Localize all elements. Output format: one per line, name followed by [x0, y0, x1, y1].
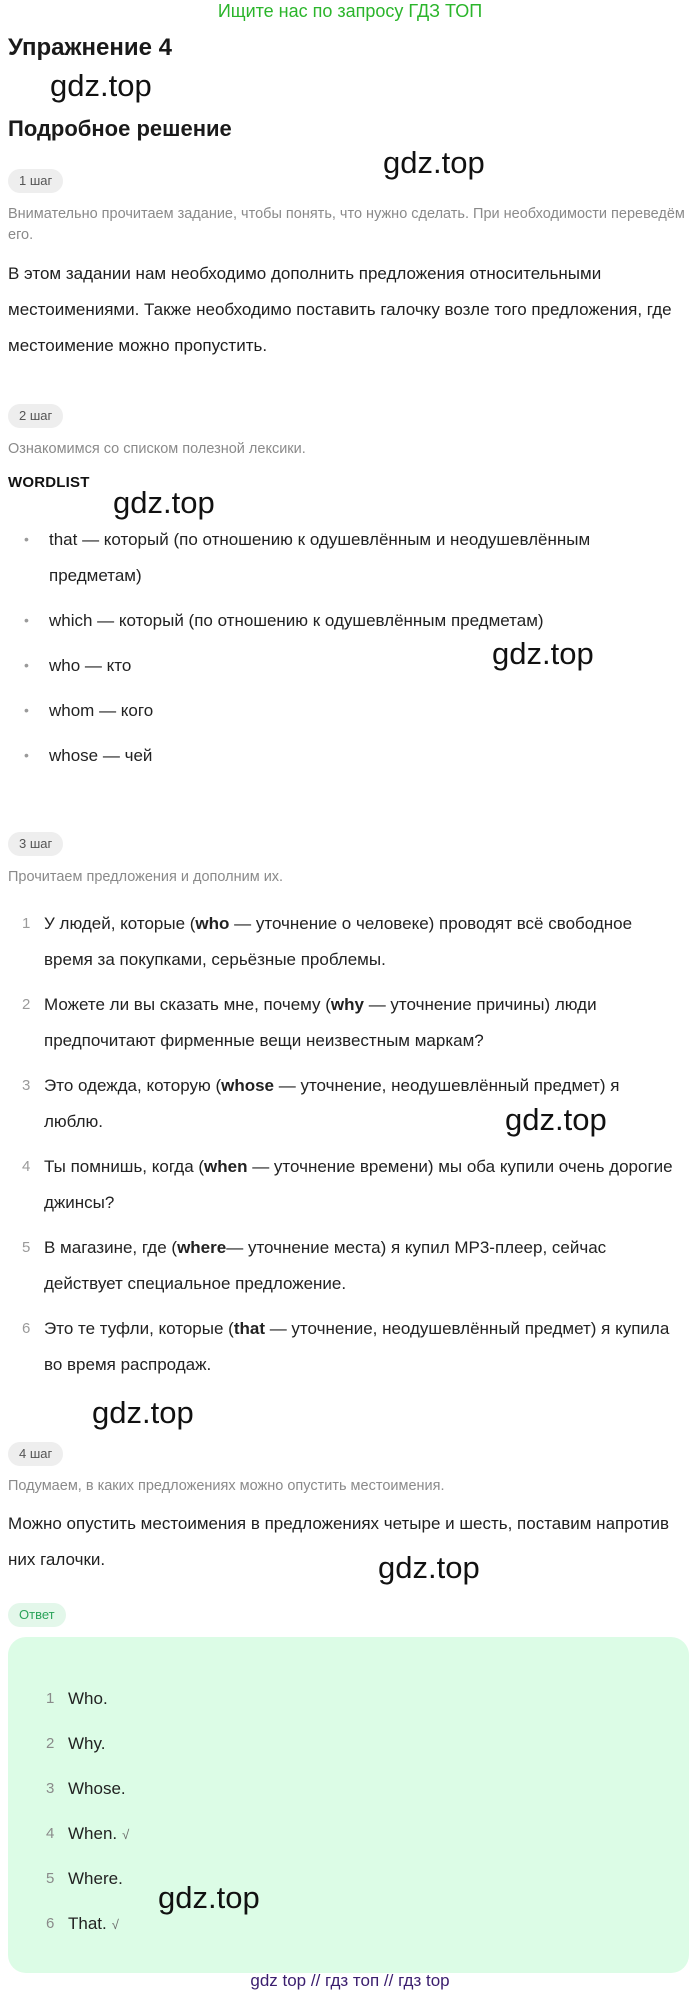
item-number: 2	[46, 1735, 55, 1752]
list-item	[22, 906, 682, 978]
answer-text: That.	[68, 1914, 107, 1933]
step-hint: Ознакомимся со списком полезной лексики.	[8, 441, 306, 457]
answer-badge: Ответ	[8, 1603, 66, 1627]
check-icon: √	[122, 1827, 130, 1842]
footer-separator: //	[310, 1971, 321, 1990]
bullet-icon: •	[24, 702, 29, 718]
check-icon: √	[111, 1917, 119, 1932]
step-hint: Подумаем, в каких предложениях можно опустить местоимения.	[8, 1478, 445, 1494]
sentence-text: Можете ли вы сказать мне, почему (	[44, 995, 331, 1014]
step-hint: Прочитаем предложения и дополним их.	[8, 869, 284, 885]
list-item	[22, 522, 682, 594]
item-number: 1	[46, 1690, 55, 1707]
item-number: 6	[46, 1915, 55, 1932]
list-item-text: who — кто	[49, 656, 132, 675]
list-item	[22, 693, 682, 729]
footer	[0, 1971, 700, 1991]
sentence-text: Это те туфли, которые (	[44, 1319, 234, 1338]
solution-title: Подробное решение	[8, 116, 232, 141]
footer-separator: //	[383, 1971, 394, 1990]
top-banner: Ищите нас по запросу ГДЗ ТОП	[217, 1, 483, 21]
step-text: В этом задании нам необходимо дополнить предложения относительными местоимениями. Также необходимо поставить галочку возле того предложения, где местоимение можно пропустить.	[8, 264, 672, 355]
watermark: gdz.top	[50, 68, 152, 103]
bullet-icon: •	[24, 531, 29, 547]
answer-word: that	[233, 1319, 265, 1338]
answer-text: When.	[68, 1824, 118, 1843]
answer-item	[46, 1822, 131, 1867]
step-hint: Внимательно прочитаем задание, чтобы понять, что нужно сделать. При необходимости переведём его.	[8, 206, 685, 243]
answer-word: when	[204, 1157, 248, 1176]
list-item	[22, 603, 682, 639]
sentence-text: — уточнение причины) люди предпочитают фирменные вещи неизвестным маркам?	[44, 995, 597, 1050]
watermark: gdz.top	[383, 145, 485, 180]
answer-word: where	[177, 1238, 227, 1257]
watermark: gdz.top	[113, 485, 215, 520]
answer-text: Why.	[68, 1734, 106, 1753]
answer-item	[46, 1912, 131, 1957]
bullet-icon: •	[24, 612, 29, 628]
item-number: 5	[22, 1239, 31, 1256]
answer-text: Where.	[68, 1869, 123, 1888]
answer-word: why	[330, 995, 364, 1014]
answer-item	[46, 1732, 131, 1777]
step-text: Можно опустить местоимения в предложениях четыре и шесть, поставим напротив них галочки.	[8, 1514, 670, 1569]
wordlist-title: WORDLIST	[8, 474, 90, 491]
watermark: gdz.top	[92, 1395, 194, 1430]
list-item	[22, 1311, 682, 1383]
item-number: 4	[46, 1825, 55, 1842]
sentence-text: Это одежда, которую (	[44, 1076, 222, 1095]
list-item-text: which — который (по отношению к одушевлённым предметам)	[49, 611, 544, 630]
answer-text: Who.	[68, 1689, 108, 1708]
list-item-text: whom — кого	[49, 701, 154, 720]
sentence-text: — уточнение места) я купил МР3-плеер, сейчас действует специальное предложение.	[44, 1238, 607, 1293]
watermark: gdz.top	[505, 1102, 607, 1137]
bullet-icon: •	[24, 747, 29, 763]
answer-item	[46, 1687, 131, 1732]
exercise-title: Упражнение 4	[8, 34, 172, 61]
answer-word: whose	[221, 1076, 275, 1095]
item-number: 4	[22, 1158, 31, 1175]
item-number: 6	[22, 1320, 31, 1337]
step-badge: 4 шаг	[8, 1442, 63, 1466]
answer-item	[46, 1867, 131, 1912]
list-item-text: whose — чей	[49, 746, 153, 765]
step-badge: 3 шаг	[8, 832, 63, 856]
sentence-text: — уточнение, неодушевлённый предмет) я купила во время распродаж.	[44, 1319, 670, 1374]
footer-link[interactable]: gdz top	[250, 1971, 307, 1990]
item-number: 1	[22, 915, 31, 932]
list-item	[22, 738, 682, 774]
step-badge: 2 шаг	[8, 404, 63, 428]
footer-link[interactable]: гдз top	[398, 1971, 450, 1990]
item-number: 3	[46, 1780, 55, 1797]
answer-word: who	[195, 914, 230, 933]
item-number: 2	[22, 996, 31, 1013]
item-number: 5	[46, 1870, 55, 1887]
sentence-text: — уточнение времени) мы оба купили очень дорогие джинсы?	[44, 1157, 673, 1212]
watermark: gdz.top	[158, 1880, 260, 1915]
footer-link[interactable]: гдз топ	[325, 1971, 380, 1990]
list-item	[22, 1230, 682, 1302]
watermark: gdz.top	[378, 1550, 480, 1585]
bullet-icon: •	[24, 657, 29, 673]
answer-text: Whose.	[68, 1779, 126, 1798]
sentence-list	[22, 906, 682, 1392]
sentence-text: У людей, которые (	[44, 914, 196, 933]
answer-item	[46, 1777, 131, 1822]
item-number: 3	[22, 1077, 31, 1094]
watermark: gdz.top	[492, 636, 594, 671]
sentence-text: — уточнение о человеке) проводят всё свободное время за покупками, серьёзные проблемы.	[44, 914, 633, 969]
list-item	[22, 1149, 682, 1221]
step-badge: 1 шаг	[8, 169, 63, 193]
sentence-text: — уточнение, неодушевлённый предмет) я люблю.	[44, 1076, 620, 1131]
list-item	[22, 987, 682, 1059]
answer-list	[46, 1687, 131, 1957]
list-item-text: that — который (по отношению к одушевлённым и неодушевлённым предметам)	[49, 530, 591, 585]
sentence-text: В магазине, где (	[44, 1238, 178, 1257]
sentence-text: Ты помнишь, когда (	[44, 1157, 205, 1176]
